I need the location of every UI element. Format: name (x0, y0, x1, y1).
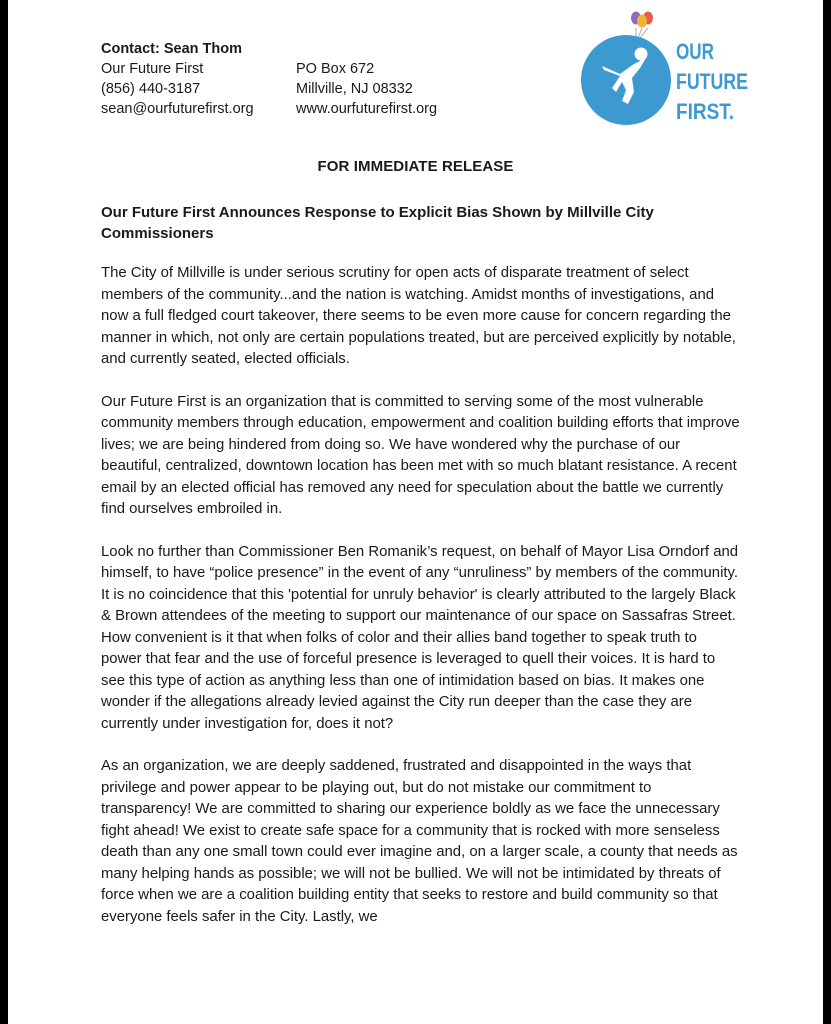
contact-phone: (856) 440-3187 (101, 81, 201, 97)
release-label: FOR IMMEDIATE RELEASE (317, 158, 514, 175)
contact-org: Our Future First (101, 61, 204, 77)
contact-email[interactable]: sean@ourfuturefirst.org (101, 101, 254, 117)
contact-block (101, 39, 254, 119)
headline: Our Future First Announces Response to Explicit Bias Shown by Millville City Commissioners (101, 204, 654, 242)
logo-text-our: OUR (676, 39, 715, 64)
city-state-zip: Millville, NJ 08332 (296, 81, 413, 97)
press-release-page (8, 0, 823, 1024)
po-box: PO Box 672 (296, 61, 375, 77)
paragraph: As an organization, we are deeply saddened, frustrated and disappointed in the ways that privilege and power appear to be playing out, but do not mistake our commitment to transparency! We are committed to sharing our experience boldly as we face the unnecessary fight ahead! We exist to create safe space for a community that is rocked with more senseless death than any one small town could ever imagine and, on a larger scale, a county that needs as many helping hands as possible; we will not be bullied. We will not be intimidated by threats of force when we are a coalition building entity that seeks to restore and build community so that everyone feels safer in the City. Lastly, we (101, 758, 738, 925)
address-block (296, 59, 437, 119)
our-future-first-logo (572, 8, 762, 128)
paragraph: The City of Millville is under serious scrutiny for open acts of disparate treatment of select members of the community...and the nation is watching. Amidst months of investigations, and now a full fledged court takeover, there seems to be even more cause for concern regarding the manner in which, not only are certain populations treated, but are perceived explicitly by notable, and currently seated, elected officials. (101, 265, 736, 367)
website-link[interactable]: www.ourfuturefirst.org (296, 101, 438, 117)
logo-text-first: FIRST. (676, 99, 734, 124)
paragraph: Our Future First is an organization that is committed to serving some of the most vulnerable community members through education, empowerment and coalition building efforts that improve lives; we are being hindered from doing so. We have wondered why the purchase of our beautiful, centralized, downtown location has been met with so much blatant resistance. A recent email by an elected official has removed any need for speculation about the battle we currently find ourselves embroiled in. (101, 393, 740, 517)
contact-label: Contact: Sean Thom (101, 41, 242, 57)
balloon-icon (637, 15, 647, 28)
body-text (101, 263, 741, 949)
logo-text-future: FUTURE (676, 69, 748, 94)
paragraph: Look no further than Commissioner Ben Romanik’s request, on behalf of Mayor Lisa Orndorf and himself, to have “police presence” in the event of any “unruliness” by members of the community. It is no coincidence that this 'potential for unruly behavior' is clearly attributed to the largely Black & Brown attendees of the meeting to support our maintenance of our space on Sassafras Street. How convenient is it that when folks of color and their allies band together to speak truth to power that fear and the use of forceful presence is leveraged to quell their voices. It is hard to see this type of action as anything less than one of intimidation based on bias. It makes one wonder if the allegations already levied against the City run deeper than the case they are currently under investigation for, does it not? (101, 543, 739, 732)
